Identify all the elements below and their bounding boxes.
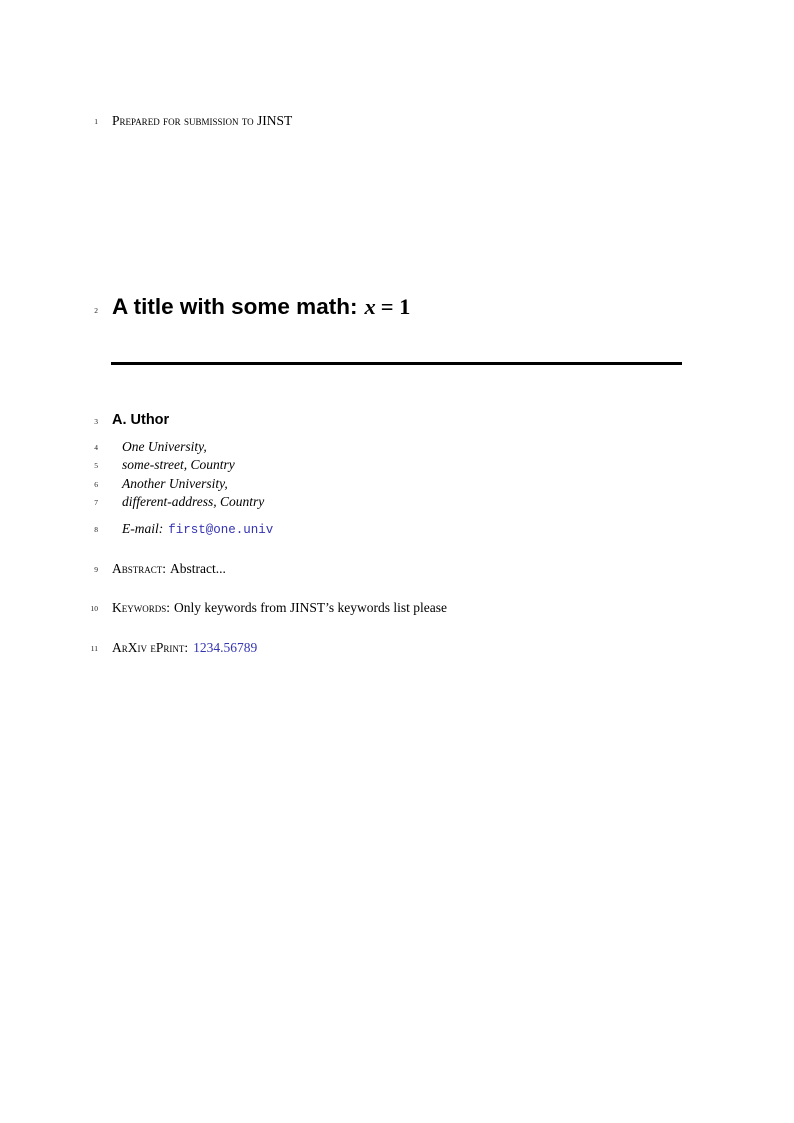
line-number: 2 (94, 306, 98, 315)
affiliation-text: some-street, Country (122, 457, 235, 472)
author-line (94, 411, 684, 429)
email-link[interactable]: first@one.univ (168, 523, 274, 537)
affiliation-line (94, 493, 694, 510)
math-equation: = 1 (380, 294, 411, 319)
line-number: 8 (94, 525, 98, 534)
title-math (364, 294, 410, 319)
line-number: 5 (94, 461, 98, 470)
title-line (94, 293, 684, 320)
prepared-for-submission-text: Prepared for submission to JINST (112, 113, 293, 128)
keywords-text: Only keywords from JINST’s keywords list please (174, 600, 447, 615)
page-title: A title with some math: (112, 294, 358, 319)
affiliation-line (94, 438, 694, 455)
keywords-label: Keywords: (112, 600, 170, 615)
line-number: 11 (90, 644, 98, 653)
line-number: 6 (94, 480, 98, 489)
affiliation-text: different-address, Country (122, 494, 265, 509)
line-number: 3 (94, 417, 98, 426)
line-number: 1 (94, 117, 98, 126)
title-rule (111, 362, 682, 365)
line-number: 4 (94, 443, 98, 452)
header-line (94, 112, 684, 129)
affiliation-line (94, 475, 694, 492)
abstract-label: Abstract: (112, 561, 167, 576)
abstract-line (94, 560, 684, 577)
math-variable: x (364, 294, 376, 319)
keywords-line (90, 599, 684, 616)
eprint-label: ArXiv ePrint: (112, 640, 189, 655)
affiliation-line (94, 456, 694, 473)
email-line (94, 520, 694, 539)
line-number: 7 (94, 498, 98, 507)
line-number: 10 (90, 604, 98, 613)
arxiv-link[interactable]: 1234.56789 (193, 640, 258, 655)
eprint-line (90, 639, 684, 656)
affiliation-text: Another University, (122, 476, 228, 491)
email-label: E-mail: (122, 521, 164, 536)
line-number: 9 (94, 565, 98, 574)
author-name: A. Uthor (112, 412, 170, 428)
affiliation-text: One University, (122, 439, 207, 454)
abstract-text: Abstract... (170, 561, 226, 576)
